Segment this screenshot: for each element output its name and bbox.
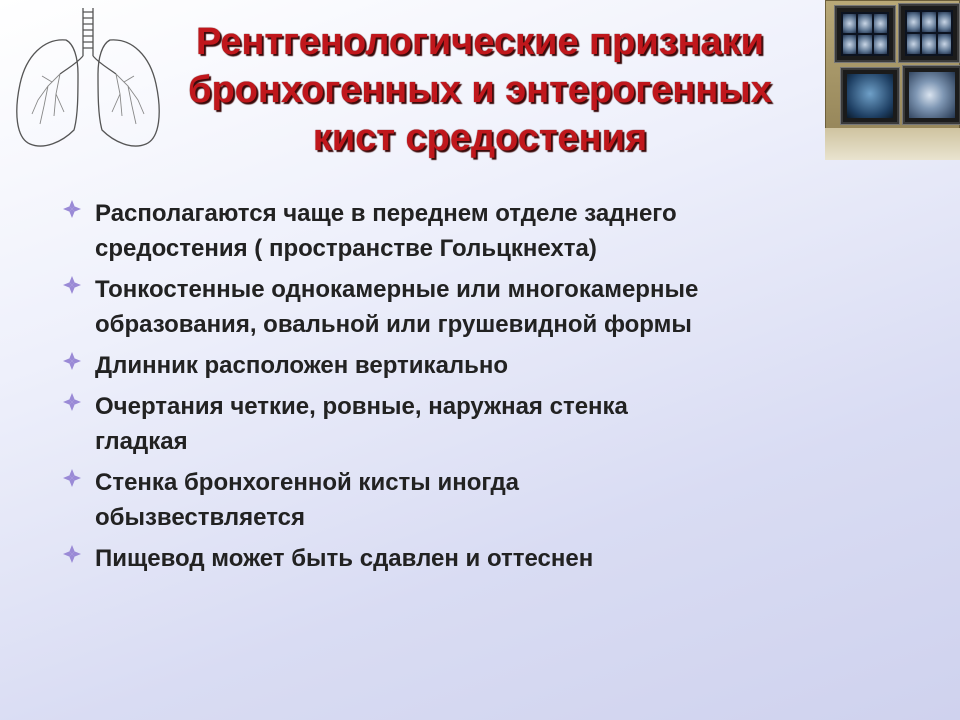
bullet-item [62,196,932,266]
slide-title [100,18,860,162]
bullet-line: Очертания четкие, ровные, наружная стенка [95,393,628,420]
bullet-line: Тонкостенные однокамерные или многокамерные [95,276,699,303]
bullet-line: гладкая [95,428,188,455]
bullet-line: Стенка бронхогенной кисты иногда [95,469,520,496]
bullet-line: образования, овальной или грушевидной формы [95,311,692,338]
slide-title-line-1: Рентгенологические признаки [195,21,765,63]
bullet-item [62,389,932,459]
bullet-line: обызвествляется [95,504,305,531]
bullet-item [62,465,932,535]
slide-title-line-3: кист средостения [312,117,648,159]
bullet-item [62,348,932,383]
diamond-bullet-icon [62,275,82,295]
bullet-line: Располагаются чаще в переднем отделе заднего [95,200,677,227]
diamond-bullet-icon [62,544,82,564]
bullet-line: средостения ( пространстве Гольцкнехта) [95,235,597,262]
diamond-bullet-icon [62,468,82,488]
bullet-item [62,272,932,342]
diamond-bullet-icon [62,392,82,412]
bullet-item [62,541,932,576]
diamond-bullet-icon [62,351,82,371]
bullet-line: Длинник расположен вертикально [95,352,509,379]
bullet-list [62,196,932,582]
diamond-bullet-icon [62,199,82,219]
bullet-line: Пищевод может быть сдавлен и оттеснен [95,545,594,572]
slide-title-line-2: бронхогенных и энтерогенных [188,69,772,111]
